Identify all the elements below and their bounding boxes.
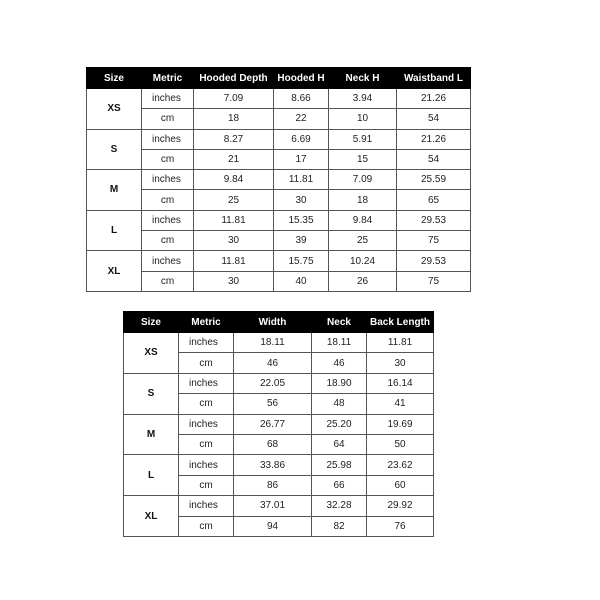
table-cell: 54: [397, 149, 471, 169]
table-cell: 10.24: [329, 251, 397, 271]
table-cell: 7.09: [329, 170, 397, 190]
table-cell: 15.75: [274, 251, 329, 271]
table-cell: 33.86: [234, 455, 312, 475]
table-row: [87, 271, 471, 291]
table-row: [87, 210, 471, 230]
metric-label: inches: [179, 455, 234, 475]
table-cell: 11.81: [194, 251, 274, 271]
table-cell: 11.81: [367, 333, 434, 353]
table-cell: 56: [234, 394, 312, 414]
table-row: [124, 496, 434, 516]
metric-label: cm: [142, 190, 194, 210]
table-cell: 17: [274, 149, 329, 169]
table-cell: 48: [312, 394, 367, 414]
table-cell: 21.26: [397, 89, 471, 109]
metric-label: inches: [142, 210, 194, 230]
header-width: Width: [234, 312, 312, 333]
table-row: [87, 251, 471, 271]
body-size-chart-table: [123, 311, 434, 537]
table-cell: 50: [367, 434, 434, 454]
table-cell: 9.84: [194, 170, 274, 190]
table-cell: 86: [234, 475, 312, 495]
table-cell: 25: [194, 190, 274, 210]
table-cell: 23.62: [367, 455, 434, 475]
table-cell: 94: [234, 516, 312, 536]
header-size: Size: [124, 312, 179, 333]
table-cell: 18.11: [312, 333, 367, 353]
table-cell: 64: [312, 434, 367, 454]
table-cell: 41: [367, 394, 434, 414]
metric-label: cm: [179, 475, 234, 495]
table-cell: 16.14: [367, 373, 434, 393]
metric-label: cm: [179, 516, 234, 536]
table-cell: 26: [329, 271, 397, 291]
table-cell: 25: [329, 231, 397, 251]
metric-label: inches: [142, 251, 194, 271]
table-row: [87, 231, 471, 251]
table-cell: 65: [397, 190, 471, 210]
table-cell: 11.81: [194, 210, 274, 230]
header-waistband-l: Waistband L: [397, 68, 471, 89]
metric-label: inches: [179, 414, 234, 434]
header-neck-h: Neck H: [329, 68, 397, 89]
table-row: [87, 170, 471, 190]
header-metric: Metric: [179, 312, 234, 333]
table-cell: 46: [234, 353, 312, 373]
header-hooded-h: Hooded H: [274, 68, 329, 89]
table-cell: 15: [329, 149, 397, 169]
hoodie-size-chart-table: [86, 67, 471, 292]
table-row: [124, 373, 434, 393]
metric-label: cm: [142, 271, 194, 291]
table-cell: 10: [329, 109, 397, 129]
table-cell: 19.69: [367, 414, 434, 434]
table-cell: 11.81: [274, 170, 329, 190]
table-cell: 18.11: [234, 333, 312, 353]
table-cell: 66: [312, 475, 367, 495]
table-cell: 82: [312, 516, 367, 536]
table-cell: 15.35: [274, 210, 329, 230]
table-cell: 8.66: [274, 89, 329, 109]
table-cell: 25.59: [397, 170, 471, 190]
table-cell: 21: [194, 149, 274, 169]
header-back-length: Back Length: [367, 312, 434, 333]
table-cell: 26.77: [234, 414, 312, 434]
table-cell: 3.94: [329, 89, 397, 109]
table-cell: 7.09: [194, 89, 274, 109]
size-label: S: [124, 373, 179, 414]
size-label: M: [87, 170, 142, 211]
size-label: XS: [124, 333, 179, 374]
size-label: L: [87, 210, 142, 251]
table-cell: 29.53: [397, 210, 471, 230]
table-cell: 30: [194, 271, 274, 291]
table-row: [87, 109, 471, 129]
table-cell: 30: [367, 353, 434, 373]
metric-label: inches: [179, 373, 234, 393]
table-row: [87, 89, 471, 109]
table-row: [87, 129, 471, 149]
table-cell: 30: [274, 190, 329, 210]
table-cell: 29.53: [397, 251, 471, 271]
header-hooded-depth: Hooded Depth: [194, 68, 274, 89]
table-row: [87, 190, 471, 210]
table-cell: 39: [274, 231, 329, 251]
size-label: XS: [87, 89, 142, 130]
metric-label: inches: [142, 129, 194, 149]
metric-label: inches: [142, 89, 194, 109]
size-label: L: [124, 455, 179, 496]
metric-label: inches: [179, 496, 234, 516]
table-cell: 68: [234, 434, 312, 454]
table-row: [124, 414, 434, 434]
table-cell: 60: [367, 475, 434, 495]
size-label: XL: [87, 251, 142, 292]
size-label: XL: [124, 496, 179, 537]
table-cell: 40: [274, 271, 329, 291]
table-cell: 25.20: [312, 414, 367, 434]
metric-label: inches: [142, 170, 194, 190]
table-cell: 29.92: [367, 496, 434, 516]
header-size: Size: [87, 68, 142, 89]
metric-label: cm: [142, 109, 194, 129]
table-cell: 8.27: [194, 129, 274, 149]
table-cell: 75: [397, 231, 471, 251]
table-cell: 32.28: [312, 496, 367, 516]
table-cell: 5.91: [329, 129, 397, 149]
size-label: M: [124, 414, 179, 455]
table-cell: 18: [194, 109, 274, 129]
table-cell: 75: [397, 271, 471, 291]
table-cell: 6.69: [274, 129, 329, 149]
table-row: [124, 455, 434, 475]
table-cell: 76: [367, 516, 434, 536]
table-cell: 30: [194, 231, 274, 251]
metric-label: cm: [142, 231, 194, 251]
size-label: S: [87, 129, 142, 170]
table-cell: 9.84: [329, 210, 397, 230]
table-cell: 21.26: [397, 129, 471, 149]
metric-label: cm: [179, 394, 234, 414]
header-metric: Metric: [142, 68, 194, 89]
table-cell: 22: [274, 109, 329, 129]
table-row: [124, 333, 434, 353]
table-cell: 54: [397, 109, 471, 129]
metric-label: cm: [142, 149, 194, 169]
metric-label: cm: [179, 353, 234, 373]
table-row: [87, 149, 471, 169]
table-header-row: [124, 312, 434, 333]
table-cell: 18.90: [312, 373, 367, 393]
table-header-row: [87, 68, 471, 89]
table-cell: 22.05: [234, 373, 312, 393]
table-cell: 37.01: [234, 496, 312, 516]
table-cell: 25.98: [312, 455, 367, 475]
metric-label: cm: [179, 434, 234, 454]
table-cell: 18: [329, 190, 397, 210]
table-cell: 46: [312, 353, 367, 373]
metric-label: inches: [179, 333, 234, 353]
header-neck: Neck: [312, 312, 367, 333]
